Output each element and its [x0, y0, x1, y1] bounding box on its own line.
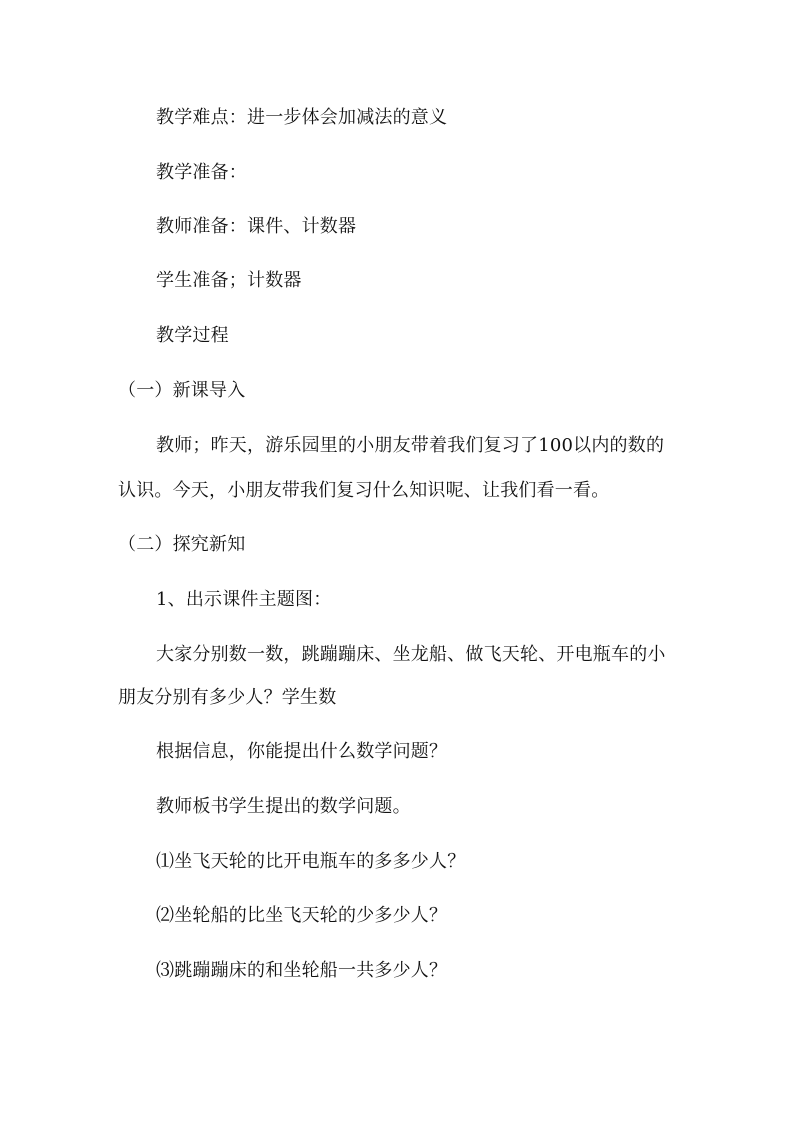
intro-paragraph-line-1: 教师；昨天，游乐园里的小朋友带着我们复习了100以内的数的	[156, 435, 665, 456]
count-paragraph-line-1: 大家分别数一数，跳蹦蹦床、坐龙船、做飞天轮、开电瓶车的小	[156, 644, 666, 665]
question-prompt-line: 根据信息，你能提出什么数学问题？	[156, 741, 448, 762]
intro-paragraph-line-2: 认识。今天，小朋友带我们复习什么知识呢、让我们看一看。	[118, 480, 610, 501]
student-preparation-line: 学生准备；计数器	[156, 270, 302, 291]
step-one-line: 1、出示课件主题图：	[156, 589, 332, 610]
difficulty-line: 教学难点：进一步体会加减法的意义	[156, 107, 448, 128]
count-paragraph-line-2: 朋友分别有多少人？学生数	[118, 687, 337, 708]
question-item-3: ⑶跳蹦蹦床的和坐轮船一共多少人？	[156, 960, 448, 981]
question-item-2: ⑵坐轮船的比坐飞天轮的少多少人？	[156, 905, 448, 926]
board-writing-line: 教师板书学生提出的数学问题。	[156, 796, 411, 817]
section-one-heading: （一）新课导入	[118, 380, 246, 401]
section-two-heading: （二）探究新知	[118, 534, 246, 555]
preparation-heading: 教学准备：	[156, 162, 247, 183]
teacher-preparation-line: 教师准备：课件、计数器	[156, 216, 357, 237]
teaching-process-heading: 教学过程	[156, 325, 229, 346]
question-item-1: ⑴坐飞天轮的比开电瓶车的多多少人？	[156, 851, 466, 872]
